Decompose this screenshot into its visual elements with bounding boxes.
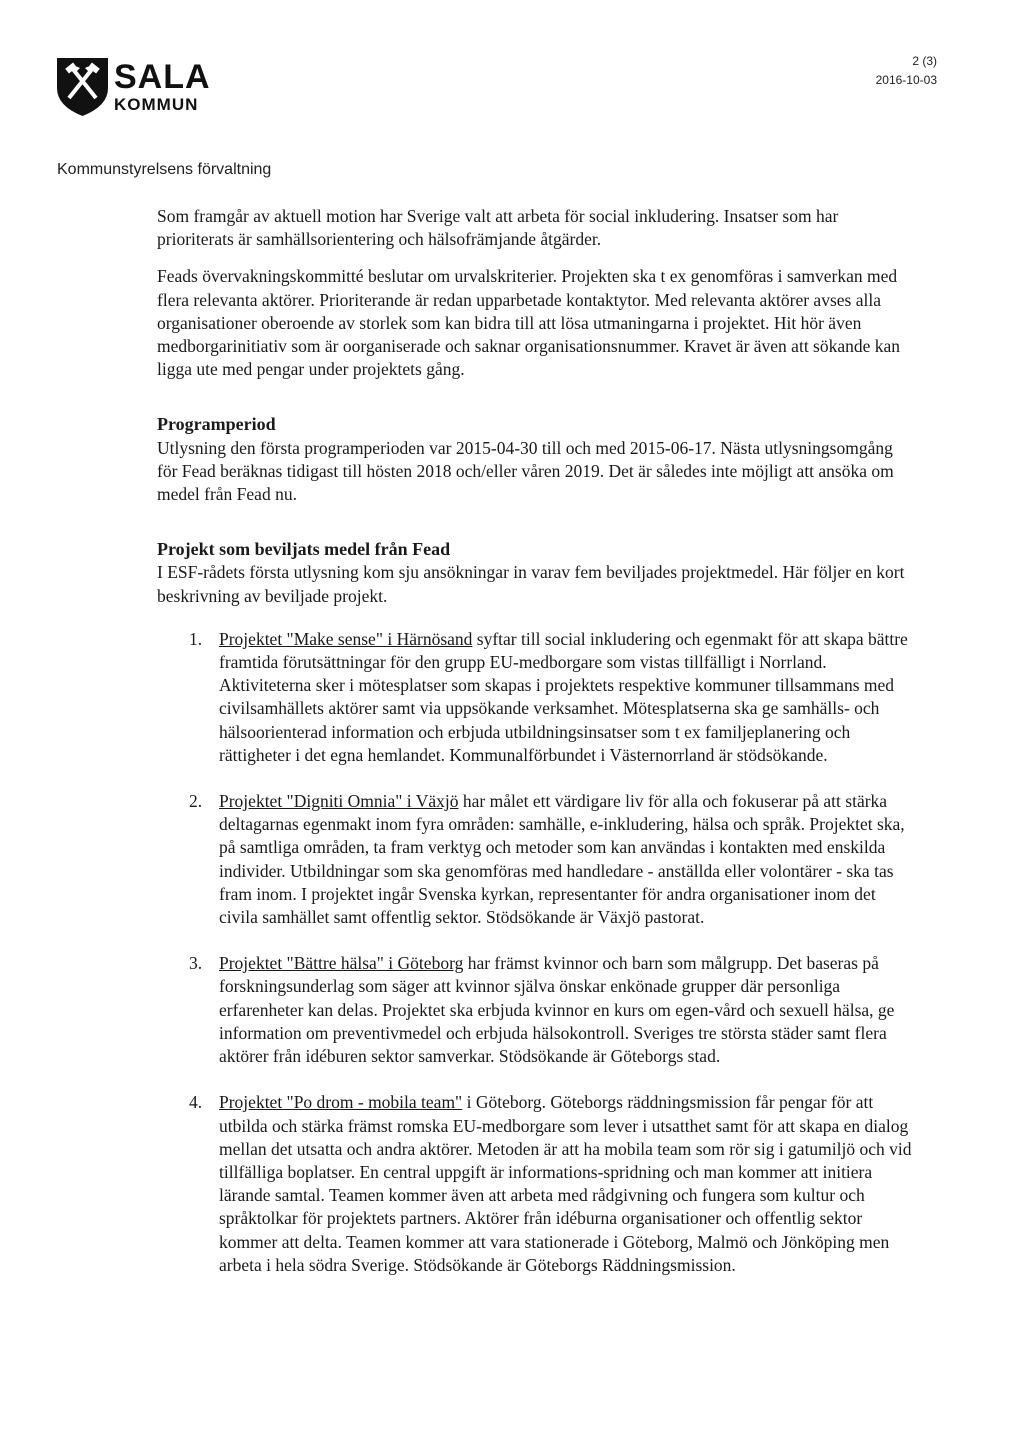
- project-description: syftar till social inkludering och egenmakt för att skapa bättre framtida förutsättningar för den grupp EU-medborgare som vistas tillfälligt i Norrland. Aktiviteterna sker i mötesplatser som skapas i projektets respektive kommuner tillsammans med civilsamhällets aktörer samt via uppsökande verksamhet. Mötesplatserna ska ge samhälls- och hälsoorienterad information och erbjuda utbildningsinsatser som t ex familjeplanering och rättigheter i det egna hemlandet. Kommunalförbundet i Västernorrland är stödsökande.: [219, 628, 908, 765]
- intro-paragraph-2: Feads övervakningskommitté beslutar om urvalskriterier. Projekten ska t ex genomföras i samverkan med flera relevanta aktörer. Prioriterande är redan upparbetade kontaktytor. Med relevanta aktörer avses alla organisationer oberoende av storlek som kan bidra till att lösa utmaningarna i projektet. Hit hör även medborgarinitiativ som är oorganiserade och saknar organisationsnummer. Kravet är även att sökande kan ligga ute med pengar under projektets gång.: [157, 266, 901, 380]
- project-title: Projektet "Digniti Omnia" i Växjö: [219, 791, 459, 812]
- document-body: [157, 205, 917, 1277]
- project-title: Projektet "Bättre hälsa" i Göteborg: [219, 953, 464, 974]
- shield-crossed-hammers-icon: [55, 54, 110, 118]
- project-description: har främst kvinnor och barn som målgrupp. Det baseras på forskningsunderlag som säger att kvinnor själva önskar enkönade grupper där personliga erfarenheter kan delas. Projektet ska erbjuda kvinnor en kurs om egen-vård och sexuell hälsa, ge information om preventivmedel och erbjuda hälsokontroll. Sveriges tre största städer samt flera aktörer från idéburen sektor samverkar. Stödsökande är Göteborgs stad.: [219, 953, 895, 1067]
- project-title: Projektet "Make sense" i Härnösand: [219, 628, 473, 649]
- page-number: 2 (3): [912, 54, 937, 68]
- project-list: [157, 628, 917, 1277]
- list-item-number: 2.: [189, 791, 203, 812]
- section-heading-programperiod: Programperiod: [157, 414, 276, 435]
- list-item-number: 1.: [189, 628, 203, 649]
- list-item-number: 4.: [189, 1092, 203, 1113]
- list-item: [157, 1091, 917, 1277]
- logo-subtitle: KOMMUN: [114, 94, 199, 114]
- section-heading-projekt: Projekt som beviljats medel från Fead: [157, 539, 451, 560]
- project-description: i Göteborg. Göteborgs räddningsmission får pengar för att utbilda och stärka främst romska EU-medborgare som lever i utsatthet samt för att skapa en dialog mellan det utsatta och andra aktörer. Metoden är att ha mobila team som rör sig i gatumiljö och vid tillfälliga boplatser. En central uppgift är informations-spridning och man kommer att initiera lärande samtal. Teamen kommer även att arbeta med rådgivning och fungera som kultur och språktolkar för projektets partners. Aktörer från idéburna organisationer och offentlig sektor kommer att delta. Teamen kommer att vara stationerade i Göteborg, Malmö och Jönköping men arbeta i hela södra Sverige. Stödsökande är Göteborgs Räddningsmission.: [219, 1092, 912, 1275]
- list-item-number: 3.: [189, 953, 203, 974]
- page-meta: [876, 52, 937, 90]
- organization-name: Kommunstyrelsens förvaltning: [57, 161, 272, 178]
- list-item: [157, 628, 917, 767]
- document-date: 2016-10-03: [875, 73, 937, 87]
- project-title: Projektet "Po drom - mobila team": [219, 1092, 463, 1113]
- sala-kommun-logo: [55, 54, 211, 118]
- logo-name: SALA: [114, 57, 211, 96]
- list-item: [157, 790, 917, 929]
- list-item: [157, 952, 917, 1068]
- intro-paragraph-1: Som framgår av aktuell motion har Sverige valt att arbeta för social inkludering. Insatser som har prioriterats är samhällsorientering och hälsofrämjande åtgärder.: [157, 206, 839, 250]
- project-description: har målet ett värdigare liv för alla och fokuserar på att stärka deltagarnas egenmakt inom fyra områden: samhälle, e-inkludering, hälsa och språk. Projektet ska, på samtliga områden, ta fram verktyg och metoder som kan användas i kontakten med enskilda individer. Utbildningar som ska genomföras med handledare - anställda eller volontärer - ska tas fram inom. I projektet ingår Svenska kyrkan, representanter för andra organisationer inom det civila samhället samt offentlig sektor. Stödsökande är Växjö pastorat.: [219, 791, 905, 928]
- projekt-intro-paragraph: I ESF-rådets första utlysning kom sju ansökningar in varav fem beviljades projektmedel. Här följer en kort beskrivning av beviljade projekt.: [157, 562, 905, 606]
- programperiod-paragraph: Utlysning den första programperioden var 2015-04-30 till och med 2015-06-17. Nästa utlysningsomgång för Fead beräknas tidigast till hösten 2018 och/eller våren 2019. Det är således inte möjligt att ansöka om medel från Fead nu.: [157, 437, 894, 505]
